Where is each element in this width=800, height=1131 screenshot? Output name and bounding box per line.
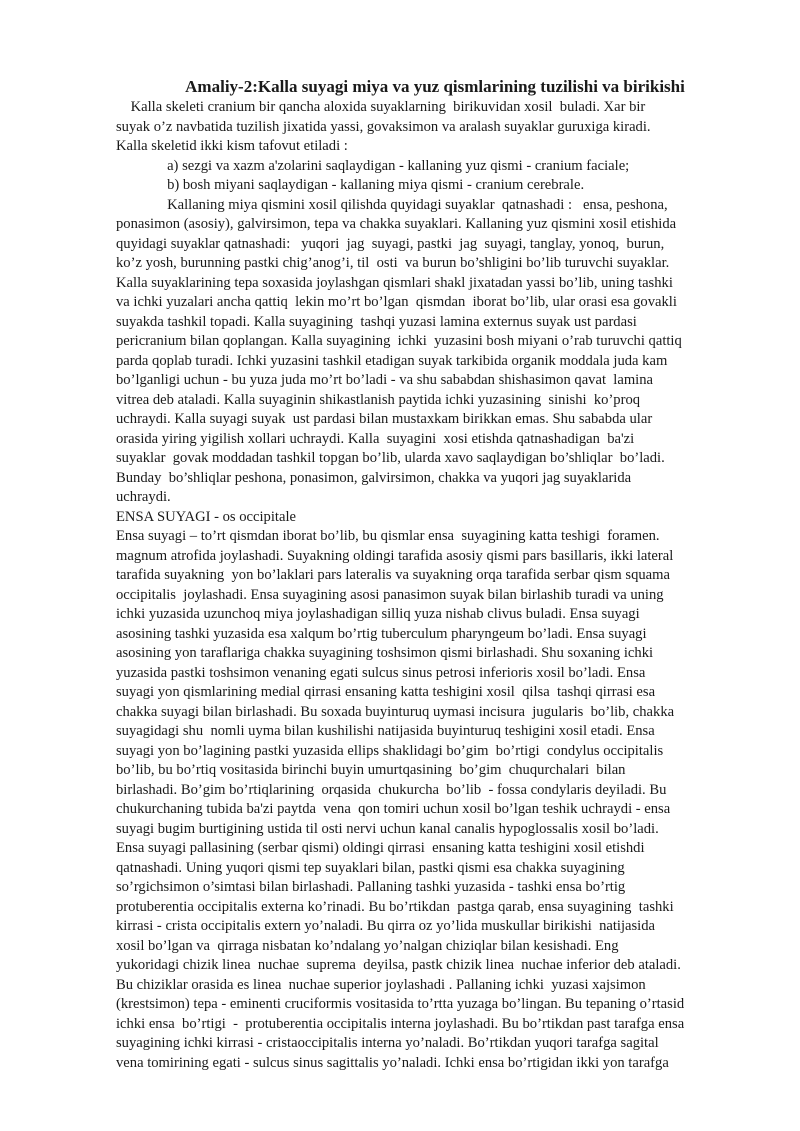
text-line: suyakda tashkil topadi. Kalla suyagining tashqi yuzasi lamina externus suyak ust pardasi: [116, 313, 637, 330]
text-line: pericranium bilan qoplangan. Kalla suyagining ichki yuzasini bosh miyani o’rab turuvchi qattiq: [116, 333, 682, 349]
text-line: parda qoplab turadi. Ichki yuzasini tashkil etadigan suyak tarkibida organik moddala juda kam: [116, 352, 668, 369]
document-body: [116, 98, 744, 1073]
text-line: Kalla skeletid ikki kism tafovut etiladi :: [116, 138, 348, 154]
text-line: suyagi yon bo’lagining pastki yuzasida ellips shaklidagi bo’gim bo’rtigi condylus occipitalis: [116, 742, 664, 759]
text-line: (krestsimon) tepa - eminenti cruciformis vositasida to’rtta yuzaga bo’lingan. Bu tepaning o’rtasid: [116, 996, 685, 1012]
text-line: Kalla skeleti cranium bir qancha aloxida suyaklarning birikuvidan xosil buladi. Xar bir: [116, 99, 646, 115]
text-line: ko’z yosh, burunning pastki chig’anog’i, til osti va burun bo’shligini bo’lib turuvchi suyaklar.: [116, 255, 670, 271]
text-line: yuzasida pastki toshsimon venaning egati sulcus sinus petrosi inferioris xosil bo’ladi. Ensa: [116, 664, 646, 681]
text-line: Kallaning miya qismini xosil qilishda quyidagi suyaklar qatnashadi : ensa, peshona,: [116, 196, 668, 213]
text-line: vitrea deb ataladi. Kalla suyaginin shikastlanish paytida ichki yuzasining sinishi ko’proq: [116, 391, 641, 408]
document-title: Amaliy-2:Kalla suyagi miya va yuz qismlarining tuzilishi va birikishi: [185, 77, 685, 96]
text-line: a) sezgi va xazm a'zolarini saqlaydigan - kallaning yuz qismi - cranium faciale;: [116, 157, 630, 174]
text-line: ichki ensa bo’rtigi - protuberentia occipitalis interna joylashadi. Bu bo’rtikdan past tarafga ensa: [116, 1015, 685, 1032]
text-line: qatnashadi. Uning yuqori qismi tep suyaklari bilan, pastki qismi esa chakka suyagining: [116, 859, 625, 876]
text-line: tarafida suyakning yon bo’laklari pars lateralis va suyakning orqa tarafida serbar qism squama: [116, 567, 670, 583]
text-line: orasida yiring yigilish xollari uchraydi. Kalla suyagini xosi etishda qatnashadigan ba'zi: [116, 430, 635, 447]
text-line: vena tomirining egati - sulcus sinus sagittalis yo’naladi. Ichki ensa bo’rtigidan ikki yon tarafga: [116, 1054, 669, 1071]
text-line: Bunday bo’shliqlar peshona, ponasimon, galvirsimon, chakka va yuqori jag suyaklarida: [116, 469, 632, 486]
text-line: uchraydi.: [116, 489, 171, 505]
text-line: so’rgichsimon o’simtasi bilan birlashadi. Pallaning tashki yuzasida - tashki ensa bo’rtig: [116, 879, 626, 895]
text-line: asosining yon taraflariga chakka suyagining toshsimon qismi birlashadi. Shu soxaning ichki: [116, 645, 654, 661]
text-line: suyagidagi shu nomli uyma bilan kushilishi natijasida buyinturuq teshigini xosil etadi. Ensa: [116, 723, 655, 739]
text-line: kirrasi - crista occipitalis extern yo’naladi. Bu qirra oz yo’lida muskullar birikishi natijasida: [116, 918, 656, 934]
document-page: [116, 76, 744, 1073]
text-line: bo’lib, bu bo’rtiq vositasida birinchi buyin umurtqasining bo’gim chuqurchalari bilan: [116, 762, 626, 778]
text-line: ponasimon (asosiy), galvirsimon, tepa va chakka suyaklari. Kallaning yuz qismini xosil etishida: [116, 216, 677, 232]
text-line: ichki yuzasida uzunchoq miya joylashadigan silliq yuza nishab clivus buladi. Ensa suyagi: [116, 606, 640, 622]
text-line: protuberentia occipitalis externa ko’rinadi. Bu bo’rtikdan pastga qarab, ensa suyagining tashki: [116, 898, 674, 915]
text-line: suyaklar govak moddadan tashkil topgan bo’lib, ularda xavo saqlaydigan bo’shliqlar bo’ladi.: [116, 450, 665, 466]
text-line: xosil bo’lgan va qirraga nisbatan ko’ndalang yo’nalgan chiziqlar bilan kesishadi. Eng: [116, 937, 619, 954]
text-line: occipitalis joylashadi. Ensa suyagining asosi panasimon suyak bilan birlashib turadi va uning: [116, 586, 664, 603]
text-line: Ensa suyagi pallasining (serbar qismi) oldingi qirrasi ensaning katta teshigini xosil etishdi: [116, 840, 645, 856]
text-line: suyagi yon qismlarining medial qirrasi ensaning katta teshigini xosil qilsa tashqi qirrasi esa: [116, 684, 656, 700]
text-line: suyagi bugim burtigining ustida til osti nervi uchun kanal canalis hypoglossalis xosil bo’ladi.: [116, 820, 659, 837]
text-line: quyidagi suyaklar qatnashadi: yuqori jag suyagi, pastki jag suyagi, tanglay, yonoq, burun,: [116, 235, 665, 252]
text-line: chukurchaning tubida ba'zi paytda vena qon tomiri uchun xosil bo’lgan teshik uchraydi - ensa: [116, 801, 671, 817]
text-line: birlashadi. Bo’gim bo’rtiqlarining orqasida chukurcha bo’lib - fossa condylaris deyiladi. Bu: [116, 781, 667, 798]
text-line: asosining tashki yuzasida esa xalqum bo’rtig tuberculum pharyngeum bo’ladi. Ensa suyagi: [116, 625, 647, 642]
text-line: bo’lganligi uchun - bu yuza juda mo’rt bo’ladi - va shu sababdan shishasimon qavat lamina: [116, 372, 654, 388]
text-line: magnum atrofida joylashadi. Suyakning oldingi tarafida asosiy qismi pars basillaris, ikki lateral: [116, 547, 674, 564]
text-line: chakka suyagi bilan birlashadi. Bu soxada buyinturuq uymasi incisura jugularis bo’lib, chakka: [116, 703, 675, 720]
text-line: suyak o’z navbatida tuzilish jixatida yassi, govaksimon va aralash suyaklar guruxiga kiradi.: [116, 118, 651, 135]
text-line: Ensa suyagi – to’rt qismdan iborat bo’lib, bu qismlar ensa suyagining katta teshigi foramen.: [116, 528, 660, 544]
text-line: suyagining ichki kirrasi - cristaoccipitalis interna yo’naladi. Bo’rtikdan yuqori tarafga sagital: [116, 1035, 659, 1051]
text-line: uchraydi. Kalla suyagi suyak ust pardasi bilan mustaxkam birikkan emas. Shu sababda ular: [116, 411, 653, 427]
text-line: Bu chiziklar orasida es linea nuchae superior joylashadi . Pallaning ichki yuzasi xajsimon: [116, 976, 646, 993]
text-line: b) bosh miyani saqlaydigan - kallaning miya qismi - cranium cerebrale.: [116, 177, 585, 193]
text-line: ENSA SUYAGI - os occipitale: [116, 508, 296, 525]
text-line: Kalla suyaklarining tepa soxasida joylashgan qismlari shakl jixatadan yassi bo’lib, uning tashki: [116, 274, 673, 291]
text-line: yukoridagi chizik linea nuchae suprema deyilsa, pastk chizik linea nuchae inferior deb ataladi.: [116, 957, 681, 973]
text-line: va ichki yuzalari ancha qattiq lekin mo’rt bo’lgan qismdan iborat bo’lib, ular orasi esa govakli: [116, 294, 677, 310]
